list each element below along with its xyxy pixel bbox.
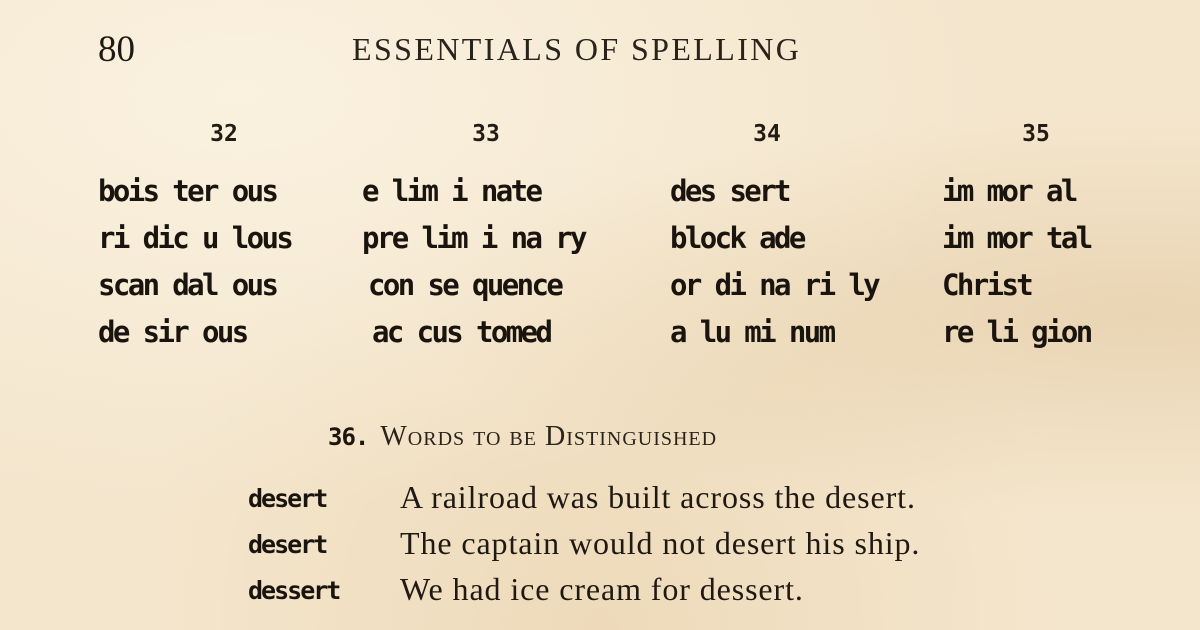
word-item: Christ — [942, 268, 1032, 302]
example-sentences — [400, 474, 920, 612]
section-title: Words to be Distinguished — [380, 421, 718, 452]
word-column-32 — [98, 168, 291, 356]
word-item: e lim i nate — [362, 174, 541, 208]
word-item: im mor tal — [942, 221, 1091, 255]
word-item: or di na ri ly — [670, 268, 879, 302]
word-column-35 — [942, 168, 1091, 356]
word-item: re li gion — [942, 315, 1091, 349]
running-head: ESSENTIALS OF SPELLING — [352, 31, 802, 67]
word-item: im mor al — [942, 174, 1076, 208]
word-item: de sir ous — [98, 315, 247, 349]
example-sentence: A railroad was built across the desert. — [400, 479, 916, 515]
word-item: con se quence — [368, 268, 562, 302]
example-sentence: The captain would not desert his ship. — [400, 525, 921, 561]
term: dessert — [248, 576, 340, 605]
word-item: pre lim i na ry — [362, 221, 585, 255]
word-item: scan dal ous — [98, 268, 277, 302]
distinguished-terms — [248, 476, 339, 614]
word-item: bois ter ous — [98, 174, 277, 208]
word-item: des sert — [670, 174, 789, 208]
page-number: 80 — [98, 29, 135, 70]
section-number: 36. — [328, 423, 369, 451]
lesson-number-34: 34 — [753, 121, 781, 147]
section-heading — [328, 420, 717, 454]
term: desert — [248, 484, 327, 513]
lesson-number-32: 32 — [210, 121, 238, 147]
word-column-34 — [670, 168, 878, 356]
example-sentence: We had ice cream for dessert. — [400, 571, 804, 607]
word-item: block ade — [670, 221, 804, 255]
lesson-number-33: 33 — [472, 121, 500, 147]
word-item: ac cus tomed — [372, 315, 551, 349]
word-item: ri dic u lous — [98, 221, 292, 255]
term: desert — [248, 530, 327, 559]
lesson-number-35: 35 — [1022, 121, 1050, 147]
word-item: a lu mi num — [670, 315, 834, 349]
word-column-33 — [362, 168, 585, 356]
